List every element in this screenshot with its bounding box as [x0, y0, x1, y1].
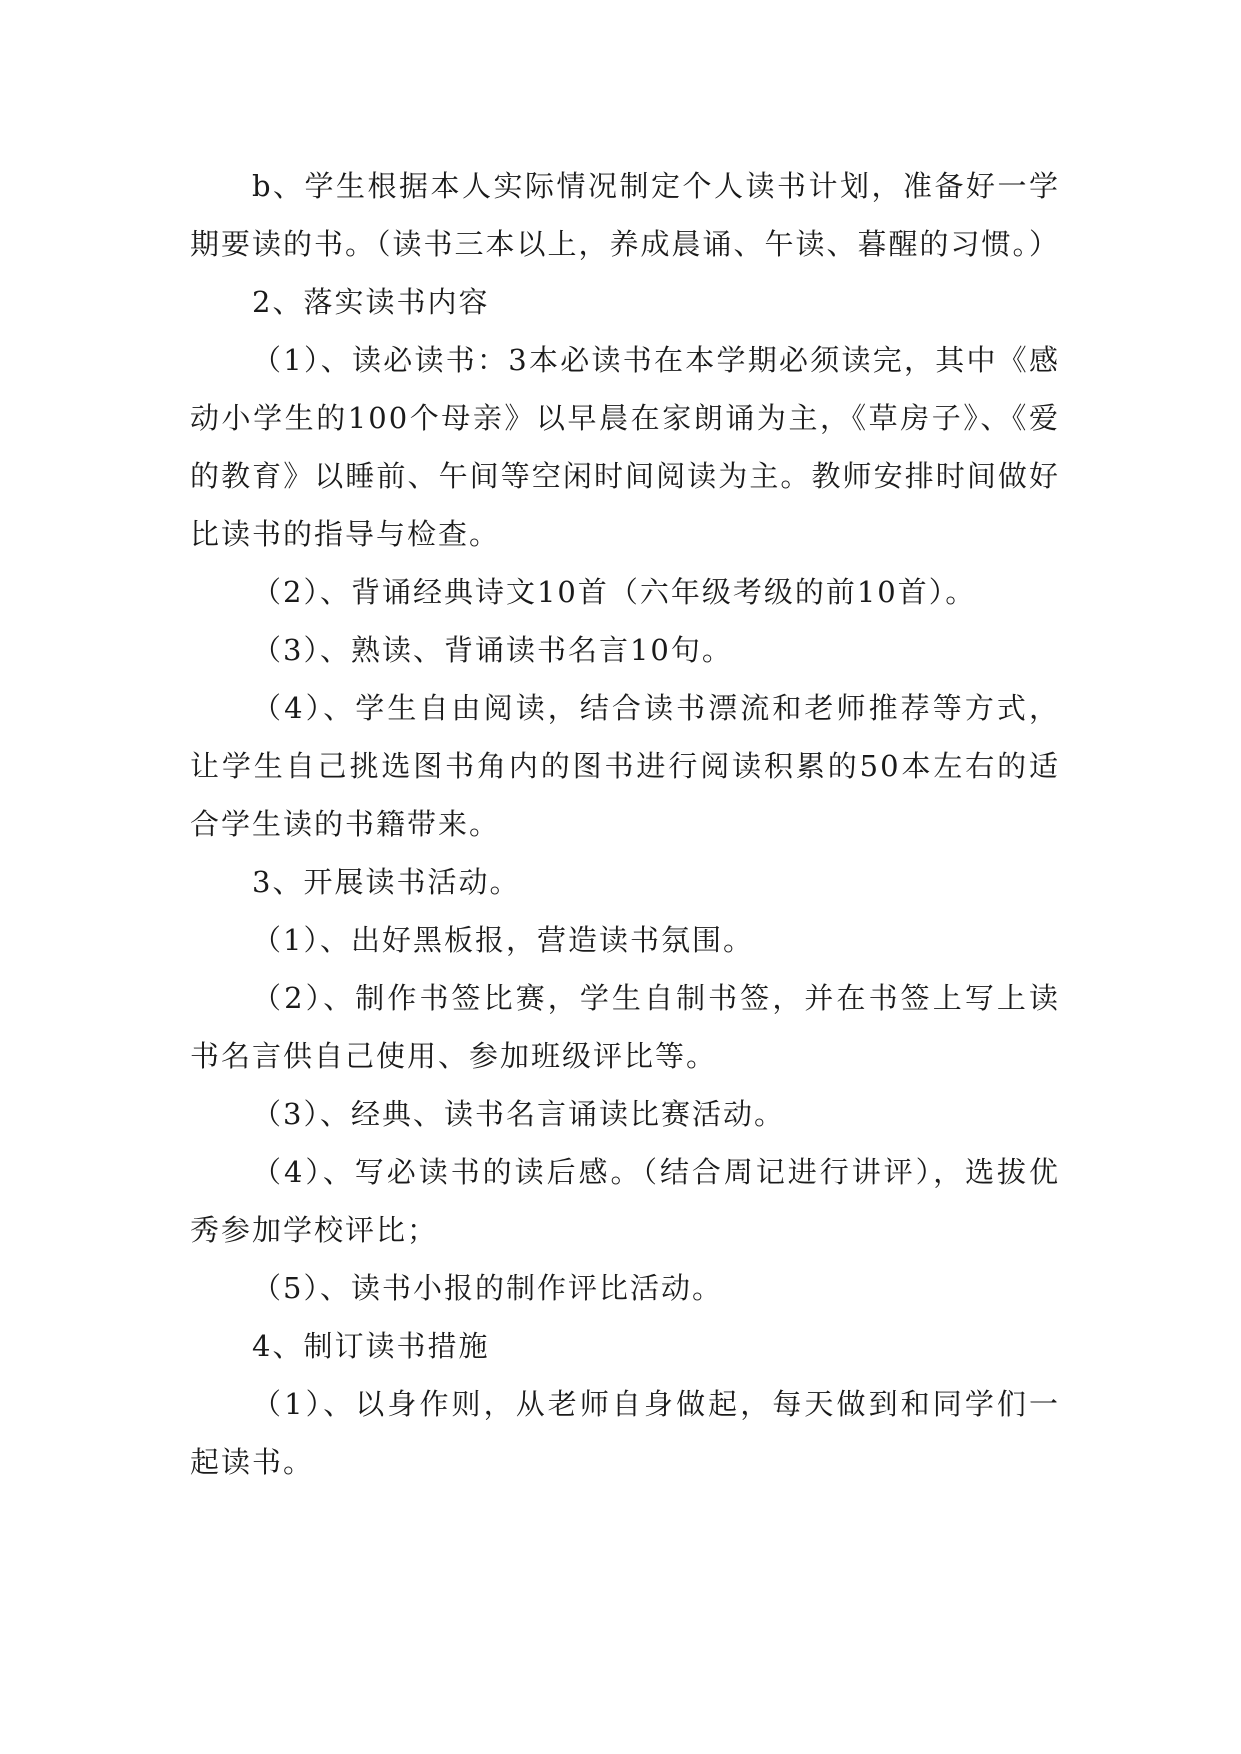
paragraph-recitation-contest: （3）、经典、读书名言诵读比赛活动。 [252, 1097, 785, 1131]
paragraph-reading-plan: b、学生根据本人实际情况制定个人读书计划，准备好一学期要读的书。（读书三本以上，养成晨诵、午读、暮醒的习惯。） [190, 169, 1061, 261]
paragraph-famous-quotes: （3）、熟读、背诵读书名言10句。 [252, 633, 733, 667]
paragraph-reading-newsletter: （5）、读书小报的制作评比活动。 [252, 1271, 723, 1305]
paragraph-reading-reflection: （4）、写必读书的读后感。（结合周记进行讲评），选拔优秀参加学校评比； [190, 1155, 1060, 1247]
document-body [190, 157, 1060, 1491]
paragraph-bookmark-contest: （2）、制作书签比赛，学生自制书签，并在书签上写上读书名言供自己使用、参加班级评比等。 [190, 981, 1060, 1073]
paragraph-lead-by-example: （1）、以身作则，从老师自身做起，每天做到和同学们一起读书。 [190, 1387, 1060, 1479]
paragraph-required-books: （1）、读必读书：3本必读书在本学期必须读完，其中《感动小学生的100个母亲》以早晨在家朗诵为主，《草房子》、《爱的教育》以睡前、午间等空闲时间阅读为主。教师安排时间做好比读书的指导与检查。 [190, 343, 1060, 551]
heading-reading-content: 2、落实读书内容 [252, 285, 490, 319]
paragraph-blackboard: （1）、出好黑板报，营造读书氛围。 [252, 923, 754, 957]
heading-reading-measures: 4、制订读书措施 [252, 1329, 490, 1363]
paragraph-free-reading: （4）、学生自由阅读，结合读书漂流和老师推荐等方式，让学生自己挑选图书角内的图书进行阅读积累的50本左右的适合学生读的书籍带来。 [190, 691, 1060, 841]
paragraph-classic-poems: （2）、背诵经典诗文10首（六年级考级的前10首）。 [252, 575, 977, 609]
heading-reading-activities: 3、开展读书活动。 [252, 865, 521, 899]
